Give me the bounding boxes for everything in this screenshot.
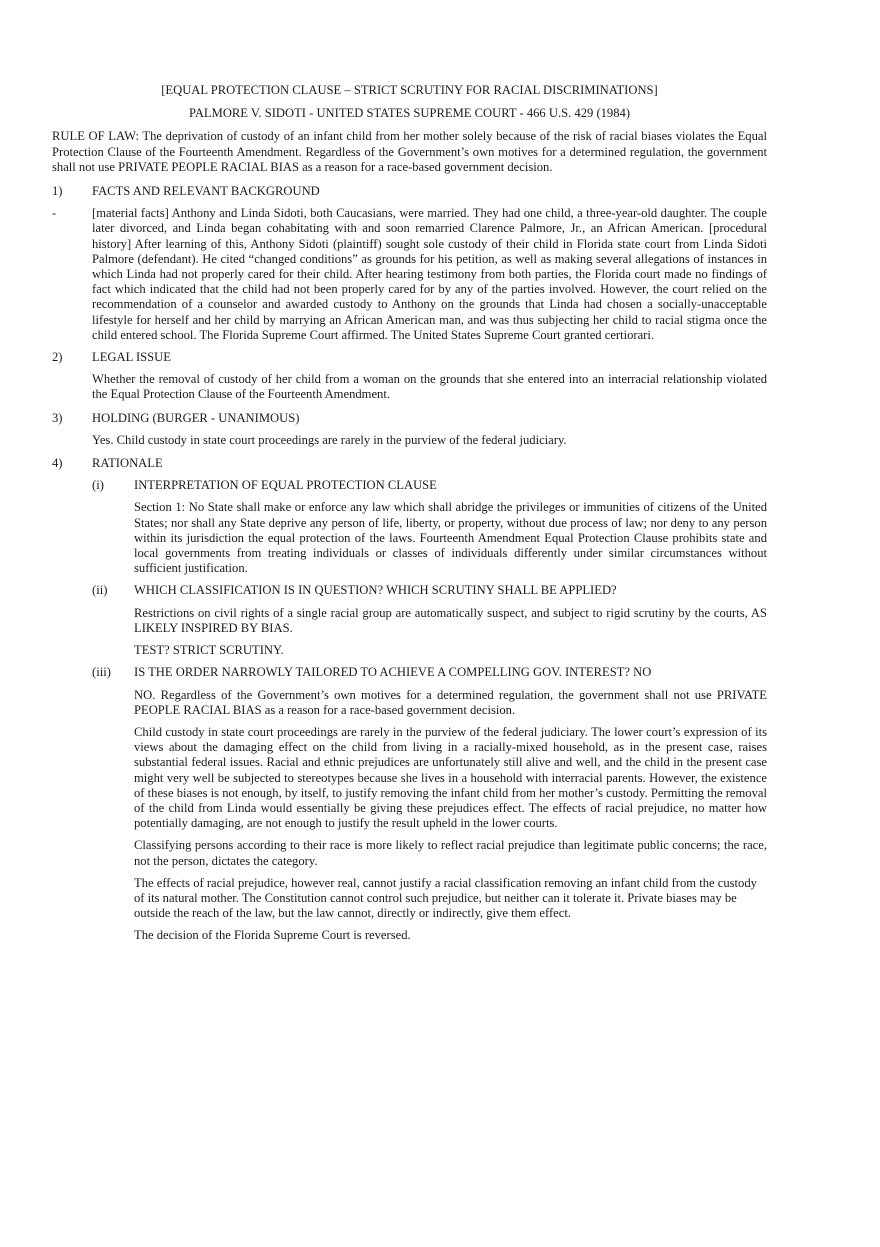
document-title: [EQUAL PROTECTION CLAUSE – STRICT SCRUTINY FOR RACIAL DISCRIMINATIONS] — [161, 83, 658, 97]
decision-statement: The decision of the Florida Supreme Court is reversed. — [134, 928, 411, 943]
holding-text: Yes. Child custody in state court proceedings are rarely in the purview of the federal judiciary. — [92, 432, 567, 447]
section-number: 4) — [52, 456, 63, 471]
subsection-iii-paragraph: NO. Regardless of the Government’s own motives for a determined regulation, the government shall not use PRIVATE PEOPLE RACIAL BIAS as a reason for a race-based government decision. — [134, 687, 767, 717]
subsection-ii-paragraph: Restrictions on civil rights of a single racial group are automatically suspect, and subject to rigid scrutiny by the courts, AS LIKELY INSPIRED BY BIAS. — [134, 605, 767, 635]
section-issue-heading — [52, 350, 767, 365]
section-heading: LEGAL ISSUE — [92, 350, 171, 365]
facts-text: [material facts] Anthony and Linda Sidoti, both Caucasians, were married. They had one child, a three-year-old daughter. The couple later divorced, and Linda began cohabitating with and soon remarried Clarence Palmore, Jr., an African American. [procedural history] After learning of this, Anthony Sidoti (plaintiff) sought sole custody of their child in Florida state court from Linda Sidoti Palmore (defendant). He cited “changed conditions” as grounds for his petition, as well as making several allegations of instances in which Linda had not properly cared for their child. After hearing testimony from both parties, the Florida court made no findings of fact which indicated that the child had not been properly cared for by any of the parties involved. However, the court relied on the recommendation of a counselor and awarded custody to Anthony on the grounds that Linda had chosen a socially-unacceptable lifestyle for herself and her child by marrying an African American man, and was thus subjecting her child to racial stigma once the child entered school. The Florida Supreme Court affirmed. The United States Supreme Court granted certiorari. — [92, 206, 767, 342]
section-holding-heading — [52, 411, 767, 426]
subsection-number: (i) — [92, 478, 104, 493]
section-number: 3) — [52, 410, 63, 425]
section-number: 2) — [52, 350, 63, 365]
subsection-i-paragraph: Section 1: No State shall make or enforce any law which shall abridge the privileges or immunities of citizens of the United States; nor shall any State deprive any person of life, liberty, or property, without due process of law; nor deny to any person within its jurisdiction the equal protection of the laws. Fourteenth Amendment Equal Protection Clause prohibits state and local governments from treating individuals or classes of individuals differently under similar circumstances without sufficient justification. — [134, 500, 767, 576]
subsection-ii-heading — [52, 583, 767, 598]
section-heading: FACTS AND RELEVANT BACKGROUND — [92, 184, 320, 199]
subsection-iii-paragraph: Classifying persons according to their race is more likely to reflect racial prejudice than legitimate public concerns; the race, not the person, dictates the category. — [134, 838, 767, 868]
section-facts-heading — [52, 184, 767, 199]
section-heading: RATIONALE — [92, 456, 163, 471]
section-rationale-heading — [52, 456, 767, 471]
subsection-iii-paragraph: Child custody in state court proceedings are rarely in the purview of the federal judiciary. The lower court’s expression of its views about the damaging effect on the child from living in a racially-mixed household, as in the present case, raises substantial federal issues. Racial and ethnic prejudices are unfortunately still alive and well, and the child in the present case might very well be subjected to stereotypes because she lives in a household with interracial parents. However, the existence of these biases is not enough, by itself, to justify removing the infant child from her mother’s custody. Permitting the removal of the child from Linda would essentially be giving these prejudices effect. The effects of racial prejudice, no matter how potentially damaging, are not enough to justify the result upheld in the lower courts. — [134, 724, 767, 831]
case-citation: PALMORE V. SIDOTI - UNITED STATES SUPREME COURT - 466 U.S. 429 (1984) — [188, 106, 631, 121]
subsection-i-heading — [52, 478, 767, 493]
subsection-iii-heading — [52, 665, 767, 680]
section-number: 1) — [52, 184, 63, 199]
rule-of-law: RULE OF LAW: The deprivation of custody of an infant child from her mother solely because of the risk of racial biases violates the Equal Protection Clause of the Fourteenth Amendment. Regardless of the Government’s own motives for a determined regulation, the government shall not use PRIVATE PEOPLE RACIAL BIAS as a reason for a race-based government decision. — [52, 129, 767, 174]
bullet-dash: - — [52, 206, 57, 221]
subsection-number: (ii) — [92, 583, 108, 598]
subsection-heading: IS THE ORDER NARROWLY TAILORED TO ACHIEVE A COMPELLING GOV. INTEREST? NO — [134, 665, 652, 680]
subsection-iii-paragraph: The effects of racial prejudice, however real, cannot justify a racial classification removing an infant child from the custody of its natural mother. The Constitution cannot control such prejudice, but neither can it tolerate it. Private biases may be outside the reach of the law, but the law cannot, directly or indirectly, give them effect. — [134, 875, 757, 921]
issue-text: Whether the removal of custody of her child from a woman on the grounds that she entered into an interracial relationship violated the Equal Protection Clause of the Fourteenth Amendment. — [92, 372, 767, 402]
subsection-heading: WHICH CLASSIFICATION IS IN QUESTION? WHICH SCRUTINY SHALL BE APPLIED? — [134, 583, 617, 598]
document-page — [52, 83, 767, 951]
subsection-number: (iii) — [92, 665, 111, 680]
section-heading: HOLDING (BURGER - UNANIMOUS) — [92, 410, 300, 425]
subsection-ii-test: TEST? STRICT SCRUTINY. — [134, 643, 284, 658]
subsection-heading: INTERPRETATION OF EQUAL PROTECTION CLAUSE — [134, 478, 437, 493]
facts-bullet — [52, 206, 767, 343]
